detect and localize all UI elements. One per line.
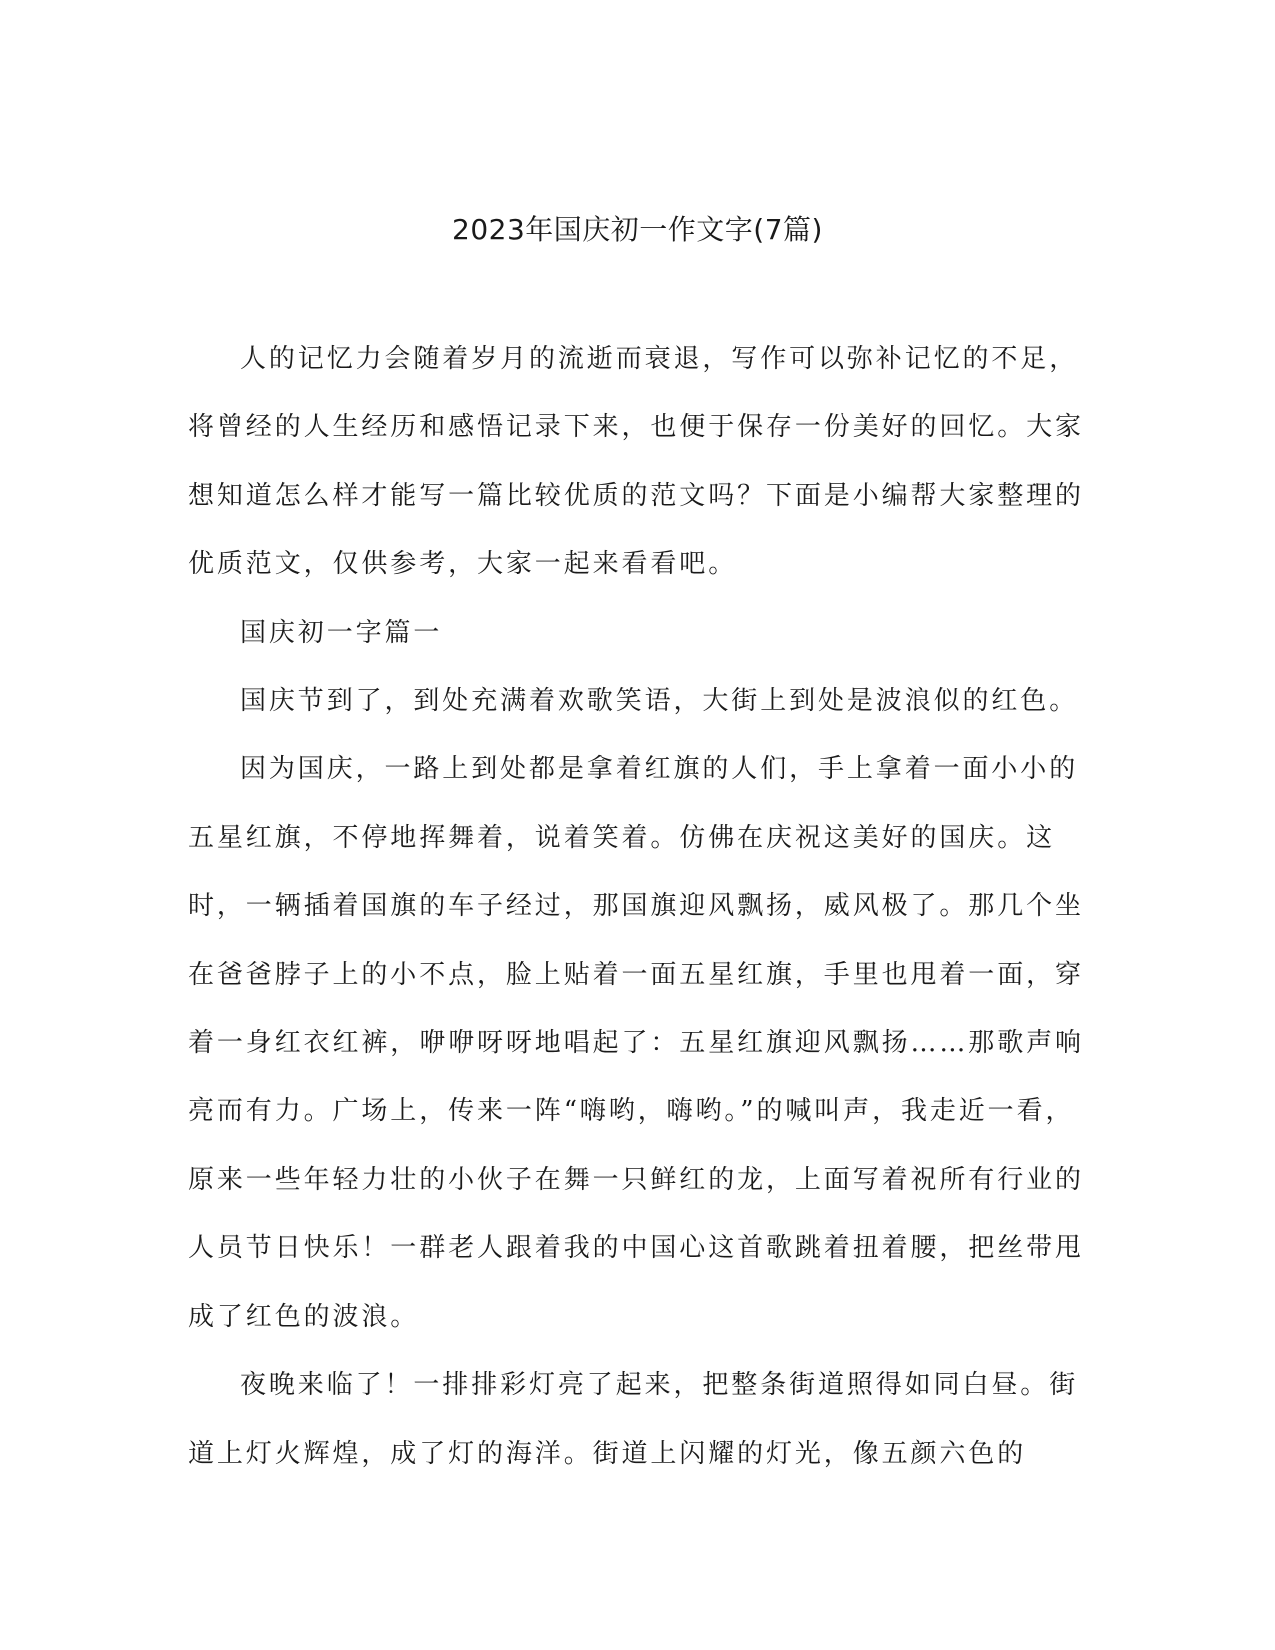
document-title: 2023年国庆初一作文字(7篇) [452, 213, 823, 246]
document-body [188, 325, 1088, 1488]
paragraph-intro: 人的记忆力会随着岁月的流逝而衰退，写作可以弥补记忆的不足，将曾经的人生经历和感悟记录下来，也便于保存一份美好的回忆。大家想知道怎么样才能写一篇比较优质的范文吗？下面是小编帮大家整理的优质范文，仅供参考，大家一起来看看吧。 [188, 344, 1084, 580]
section-heading: 国庆初一字篇一 [240, 617, 443, 648]
paragraph: 夜晚来临了！一排排彩灯亮了起来，把整条街道照得如同白昼。街道上灯火辉煌，成了灯的海洋。街道上闪耀的灯光，像五颜六色的 [188, 1370, 1079, 1469]
paragraph: 因为国庆，一路上到处都是拿着红旗的人们，手上拿着一面小小的五星红旗，不停地挥舞着，说着笑着。仿佛在庆祝这美好的国庆。这时，一辆插着国旗的车子经过，那国旗迎风飘扬，威风极了。那几个坐在爸爸脖子上的小不点，脸上贴着一面五星红旗，手里也甩着一面，穿着一身红衣红裤，咿咿呀呀地唱起了：五星红旗迎风飘扬……那歌声响亮而有力。广场上，传来一阵“嗨哟，嗨哟。”的喊叫声，我走近一看，原来一些年轻力壮的小伙子在舞一只鲜红的龙，上面写着祝所有行业的人员节日快乐！一群老人跟着我的中国心这首歌跳着扭着腰，把丝带甩成了红色的波浪。 [188, 754, 1084, 1332]
paragraph: 国庆节到了，到处充满着欢歌笑语，大街上到处是波浪似的红色。 [240, 686, 1079, 717]
